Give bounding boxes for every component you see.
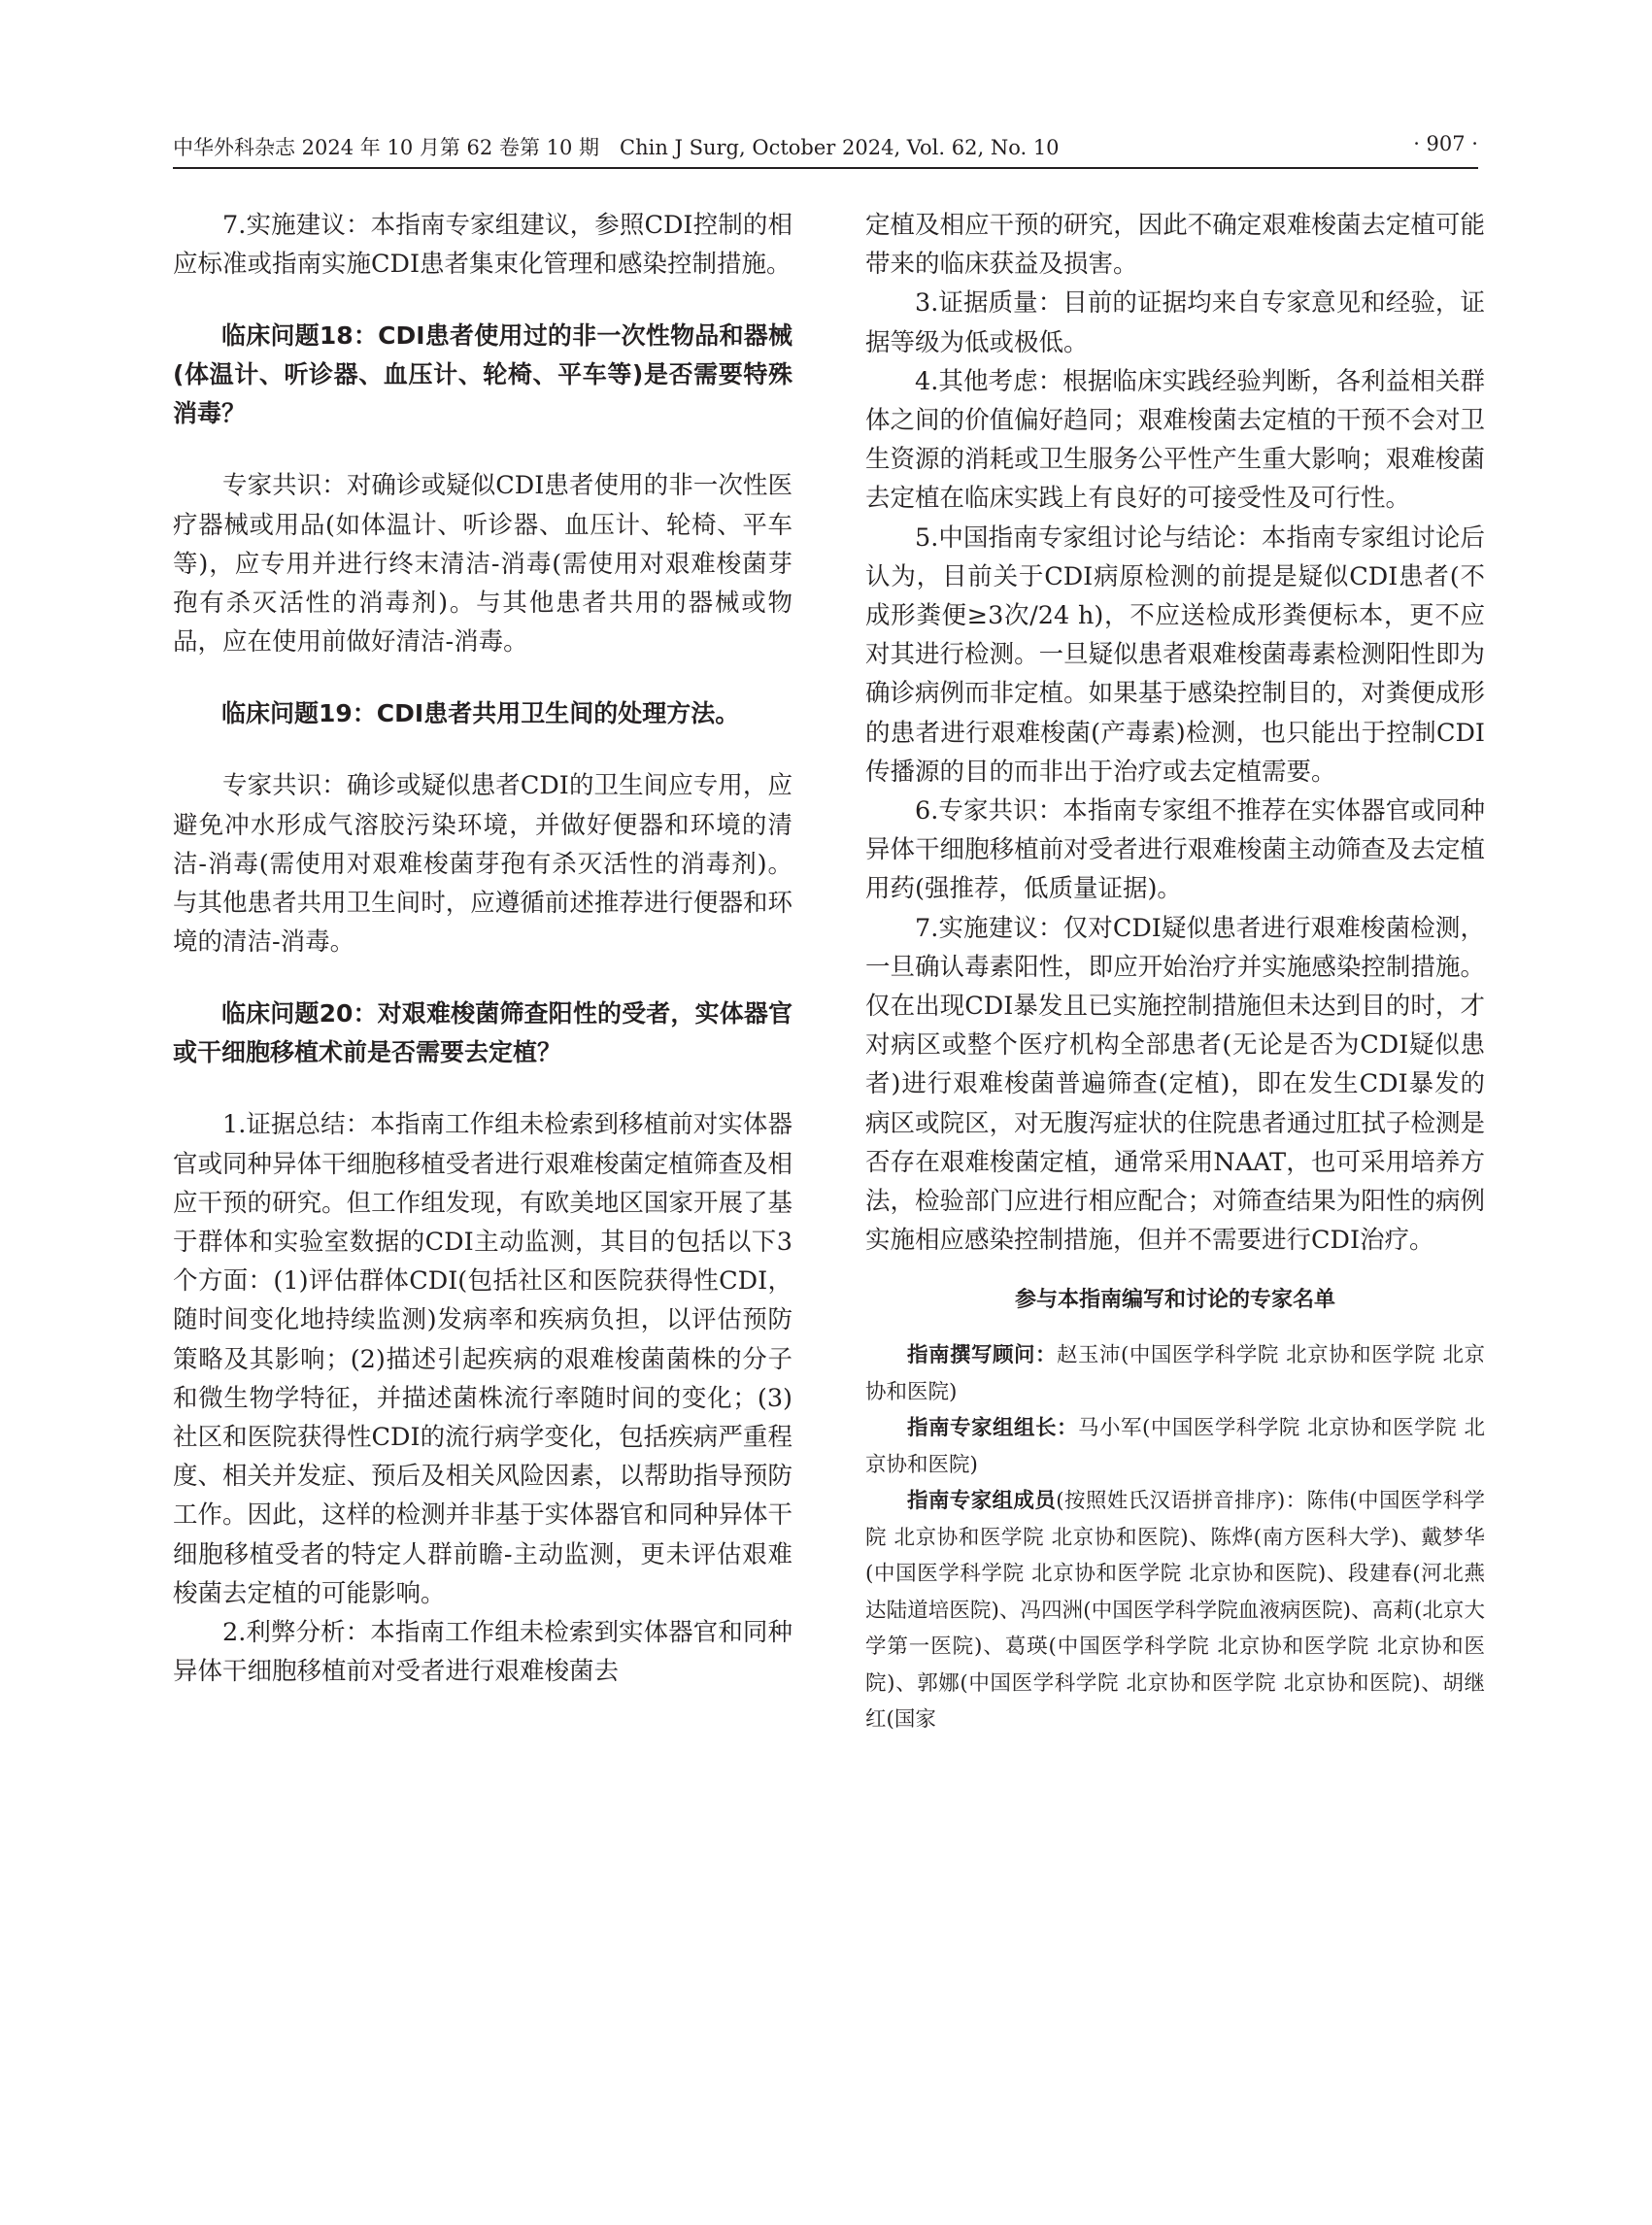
journal-citation: 中华外科杂志 2024 年 10 月第 62 卷第 10 期 Chin J Surg, October 2024, Vol. 62, No. 10 [173,136,1060,159]
left-column [173,206,792,1691]
implementation-advice-17: 7.实施建议：本指南专家组建议，参照CDI控制的相应标准或指南实施CDI患者集束化管理和感染控制措施。 [173,211,792,280]
expert-list-title: 参与本指南编写和讨论的专家名单 [1014,1288,1335,1313]
running-header [173,128,1478,169]
evidence-summary: 1.证据总结：本指南工作组未检索到移植前对实体器官或同种异体干细胞移植受者进行艰难梭菌定植筛查及相应干预的研究。但工作组发现，有欧美地区国家开展了基于群体和实验室数据的CDI主动监测，其目的包括以下3个方面：(1)评估群体CDI(包括社区和医院获得性CDI，随时间变化地持续监测)发病率和疾病负担，以评估预防策略及其影响；(2)描述引起疾病的艰难梭菌菌株的分子和微生物学特征，并描述菌株流行率随时间的变化；(3)社区和医院获得性CDI的流行病学变化，包括疾病严重程度、相关并发症、预后及相关风险因素，以帮助指导预防工作。因此，这样的检测并非基于实体器官和同种异体干细胞移植受者的特定人群前瞻-主动监测，更未评估艰难梭菌去定植的可能影响。 [173,1110,792,1608]
implementation-advice-20: 7.实施建议：仅对CDI疑似患者进行艰难梭菌检测，一旦确认毒素阳性，即应开始治疗并实施感染控制措施。仅在出现CDI暴发且已实施控制措施但未达到目的时，才对病区或整个医疗机构全部患者(无论是否为CDI疑似患者)进行艰难梭菌普遍筛查(定植)，即在发生CDI暴发的病区或院区，对无腹泻症状的住院患者通过肛拭子检测是否存在艰难梭菌定植，通常采用NAAT，也可采用培养方法，检验部门应进行相应配合；对筛查结果为阳性的病例实施相应感染控制措施，但并不需要进行CDI治疗。 [865,913,1485,1256]
clinical-question-19: 临床问题19：CDI患者共用卫生间的处理方法。 [221,699,740,728]
clinical-question-18: 临床问题18：CDI患者使用过的非一次性物品和器械(体温计、听诊器、血压计、轮椅、平车等)是否需要特殊消毒？ [173,321,792,428]
expert-discussion: 5.中国指南专家组讨论与结论：本指南专家组讨论后认为，目前关于CDI病原检测的前提是疑似CDI患者(不成形粪便≥3次/24 h)，不应送检成形粪便标本，更不应对其进行检测。一旦疑似患者艰难梭菌毒素检测阳性即为确诊病例而非定植。如果基于感染控制目的，对粪便成形的患者进行艰难梭菌(产毒素)检测，也只能出于控制CDI传播源的目的而非出于治疗或去定植需要。 [865,523,1485,787]
members-role: 指南专家组成员 [907,1489,1057,1514]
benefit-risk-analysis-end: 定植及相应干预的研究，因此不确定艰难梭菌去定植可能带来的临床获益及损害。 [865,211,1485,280]
advisor-role: 指南撰写顾问： [907,1343,1057,1368]
clinical-question-20: 临床问题20：对艰难梭菌筛查阳性的受者，实体器官或干细胞移植术前是否需要去定植？ [173,999,792,1067]
members-entry [865,1483,1485,1738]
advisor-entry [865,1337,1485,1410]
evidence-quality: 3.证据质量：目前的证据均来自专家意见和经验，证据等级为低或极低。 [865,288,1485,357]
leader-name: 马小军(中国医学科学院 北京协和医学院 北京协和医院) [865,1416,1485,1477]
other-considerations: 4.其他考虑：根据临床实践经验判断，各利益相关群体之间的价值偏好趋同；艰难梭菌去定植的干预不会对卫生资源的消耗或卫生服务公平性产生重大影响；艰难梭菌去定植在临床实践上有良好的可接受性及可行性。 [865,366,1485,514]
consensus-19: 专家共识：确诊或疑似患者CDI的卫生间应专用，应避免冲水形成气溶胶污染环境，并做好便器和环境的清洁-消毒(需使用对艰难梭菌芽孢有杀灭活性的消毒剂)。与其他患者共用卫生间时，应遵循前述推荐进行便器和环境的清洁-消毒。 [173,771,792,958]
page-number: · 907 · [1413,132,1478,155]
leader-role: 指南专家组组长： [907,1416,1078,1441]
leader-entry [865,1410,1485,1483]
expert-consensus-20: 6.专家共识：本指南专家组不推荐在实体器官或同种异体干细胞移植前对受者进行艰难梭菌主动筛查及去定植用药(强推荐，低质量证据)。 [865,796,1485,904]
members-names: (按照姓氏汉语拼音排序)：陈伟(中国医学科学院 北京协和医学院 北京协和医院)、陈烨(南方医科大学)、戴梦华(中国医学科学院 北京协和医学院 北京协和医院)、段建春(河北燕达陆道培医院)、冯四洲(中国医学科学院血液病医院)、高莉(北京大学第一医院)、葛瑛(中国医学科学院 北京协和医学院 北京协和医院)、郭娜(中国医学科学院 北京协和医学院 北京协和医院)、胡继红(国家 [865,1489,1485,1733]
right-column [865,206,1485,1738]
benefit-risk-analysis-start: 2.利弊分析：本指南工作组未检索到实体器官和同种异体干细胞移植前对受者进行艰难梭菌去 [173,1618,792,1687]
consensus-18: 专家共识：对确诊或疑似CDI患者使用的非一次性医疗器械或用品(如体温计、听诊器、血压计、轮椅、平车等)，应专用并进行终末清洁-消毒(需使用对艰难梭菌芽孢有杀灭活性的消毒剂)。与其他患者共用的器械或物品，应在使用前做好清洁-消毒。 [173,471,792,657]
advisor-name: 赵玉沛(中国医学科学院 北京协和医学院 北京协和医院) [865,1343,1485,1404]
